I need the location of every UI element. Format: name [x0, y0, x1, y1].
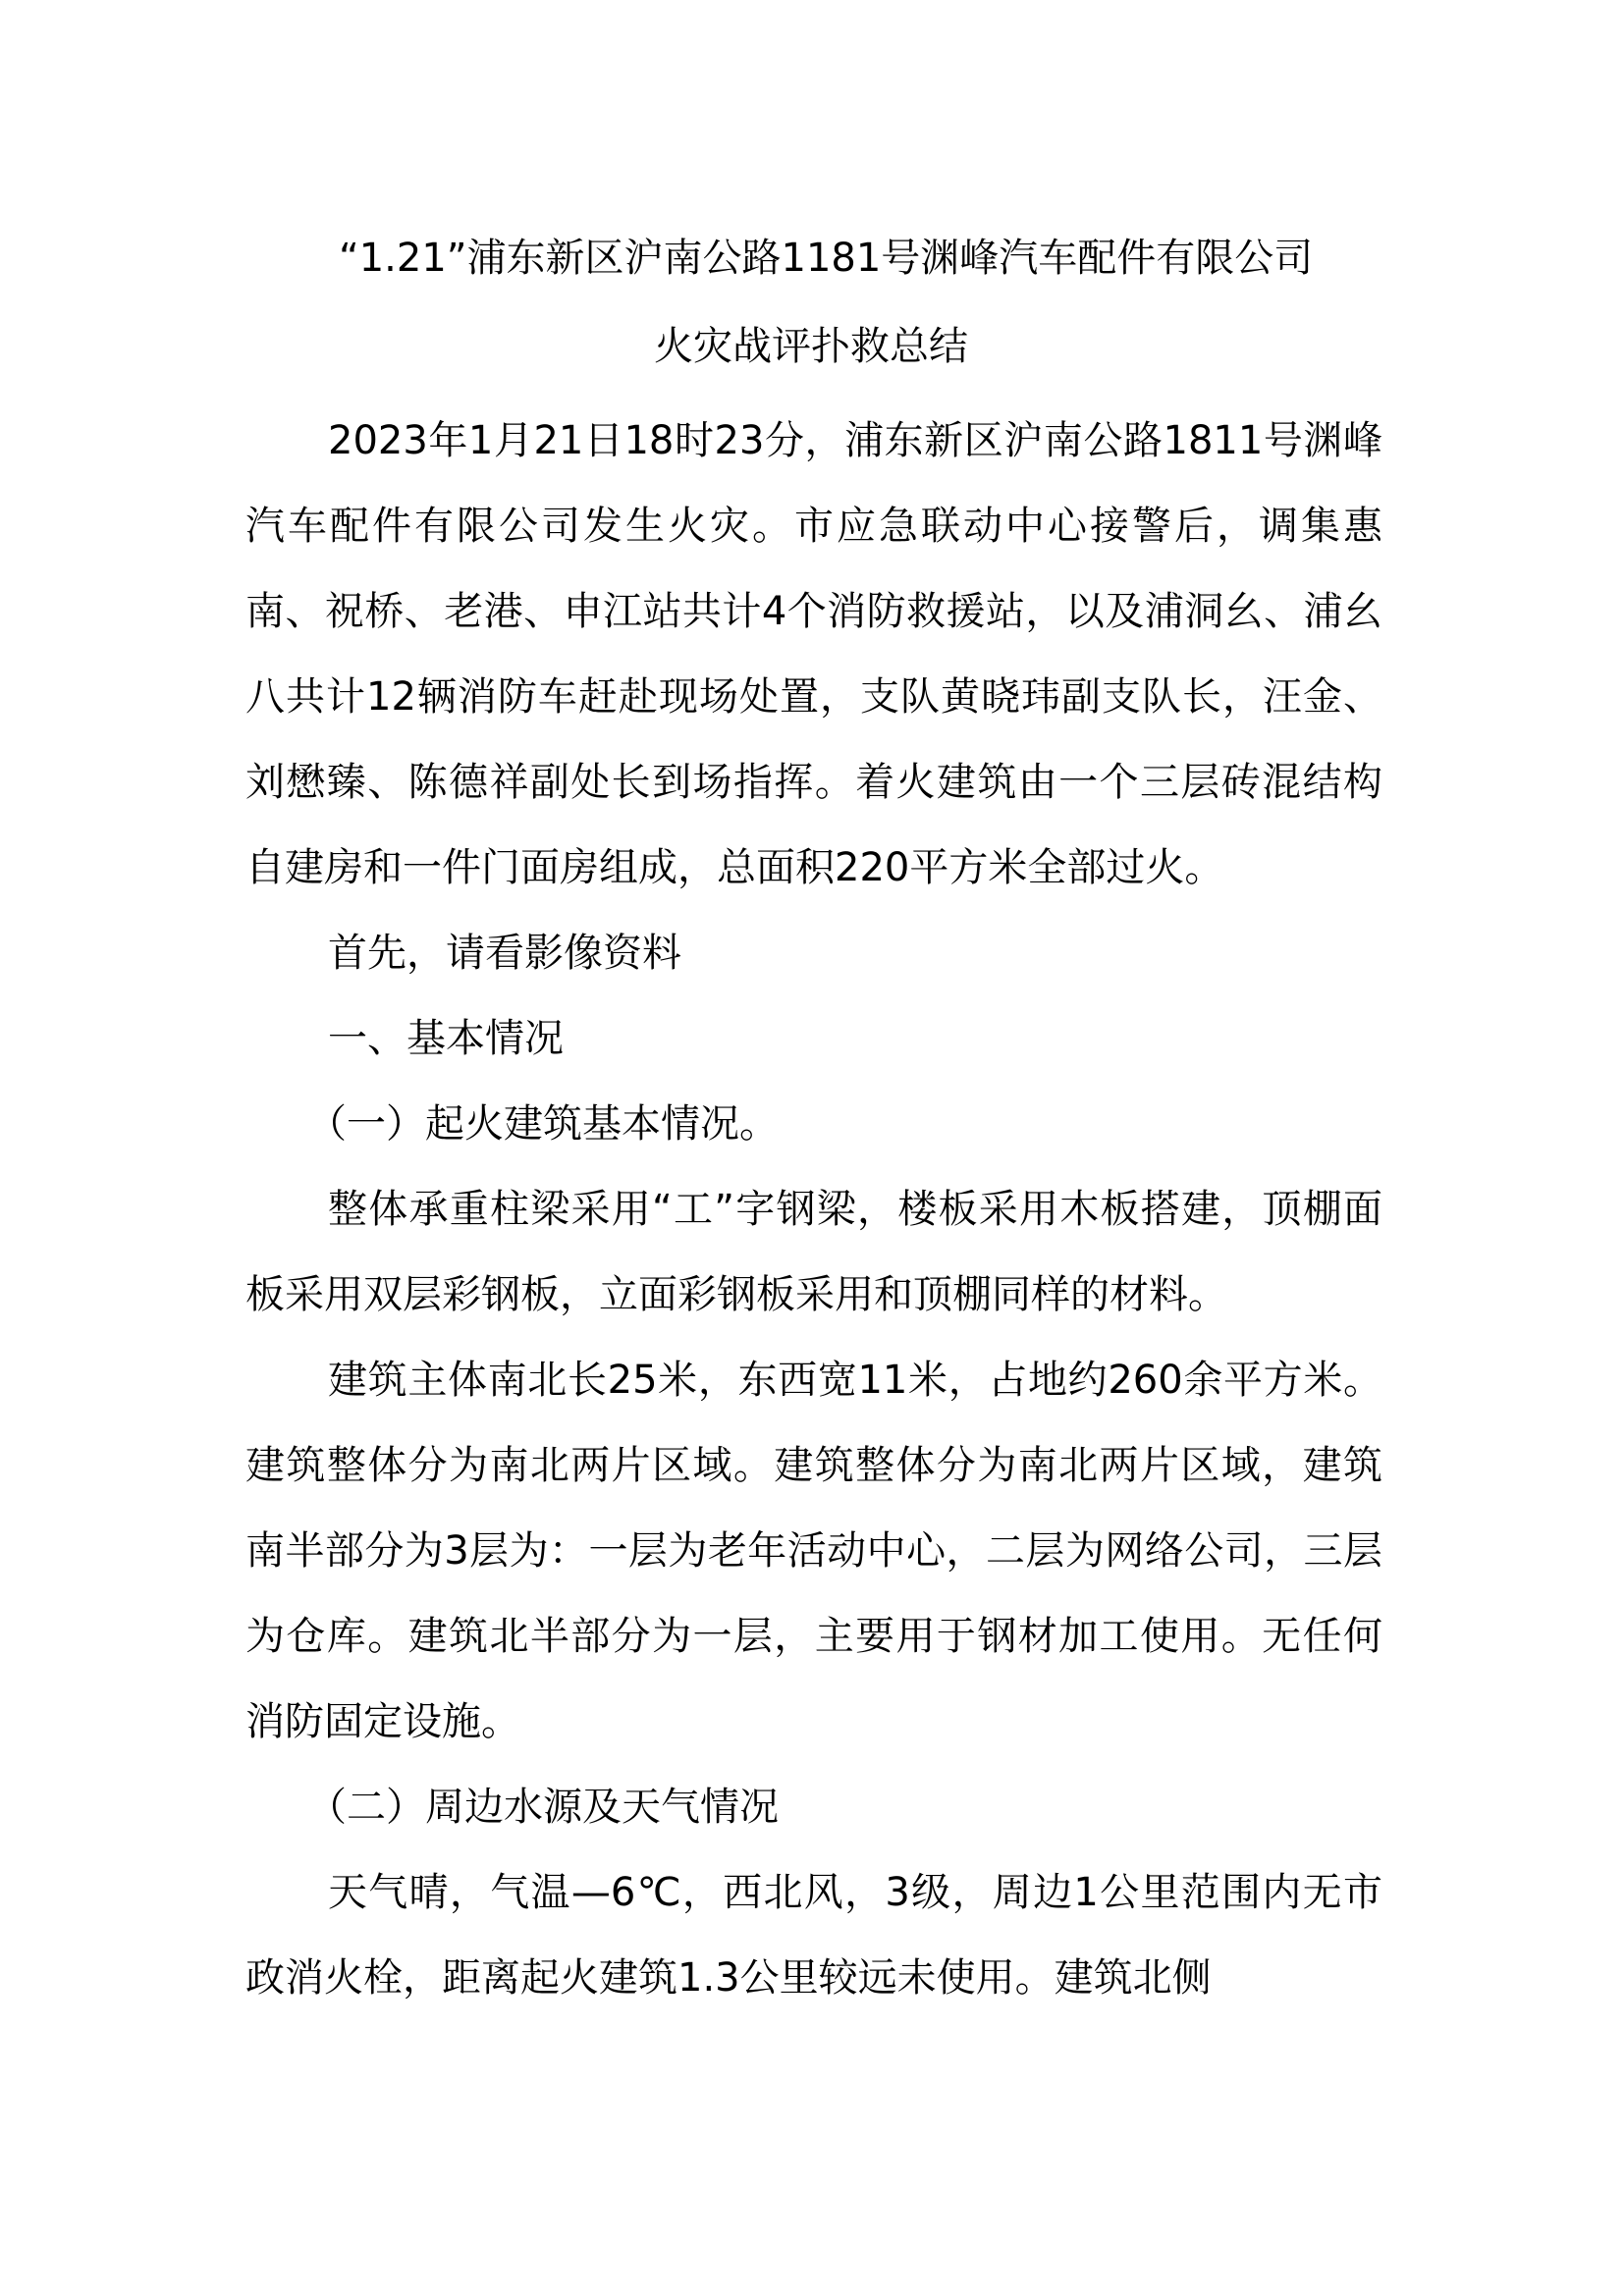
- document-title-line-2: 火灾战评扑救总结: [654, 324, 968, 369]
- subsection-heading-water-weather: （二）周边水源及天气情况: [307, 1785, 779, 1830]
- paragraph-structure: 整体承重柱梁采用“工”字钢梁，楼板采用木板搭建，顶棚面板采用双层彩钢板，立面彩钢板采用和顶棚同样的材料。: [245, 1187, 1382, 1317]
- paragraph-weather: 天气晴，气温—6℃，西北风，3级，周边1公里范围内无市政消火栓，距离起火建筑1.3公里较远未使用。建筑北侧: [245, 1870, 1382, 2001]
- section-heading-basic-info: 一、基本情况: [328, 1016, 564, 1061]
- document-body: [245, 399, 1382, 2021]
- document-title-line-1: “1.21”浦东新区沪南公路1181号渊峰汽车配件有限公司: [339, 236, 1314, 281]
- subsection-heading-building: （一）起火建筑基本情况。: [307, 1101, 779, 1147]
- paragraph-video-intro: 首先，请看影像资料: [328, 931, 681, 976]
- paragraph-building-layout: 建筑主体南北长25米，东西宽11米，占地约260余平方米。建筑整体分为南北两片区域。建筑整体分为南北两片区域，建筑南半部分为3层为：一层为老年活动中心，二层为网络公司，三层为仓库。建筑北半部分为一层，主要用于钢材加工使用。无任何消防固定设施。: [245, 1358, 1382, 1744]
- paragraph-incident-summary: 2023年1月21日18时23分，浦东新区沪南公路1811号渊峰汽车配件有限公司发生火灾。市应急联动中心接警后，调集惠南、祝桥、老港、申江站共计4个消防救援站，以及浦洞幺、浦幺八共计12辆消防车赶赴现场处置，支队黄晓玮副支队长，汪金、刘懋臻、陈德祥副处长到场指挥。着火建筑由一个三层砖混结构自建房和一件门面房组成，总面积220平方米全部过火。: [245, 418, 1382, 890]
